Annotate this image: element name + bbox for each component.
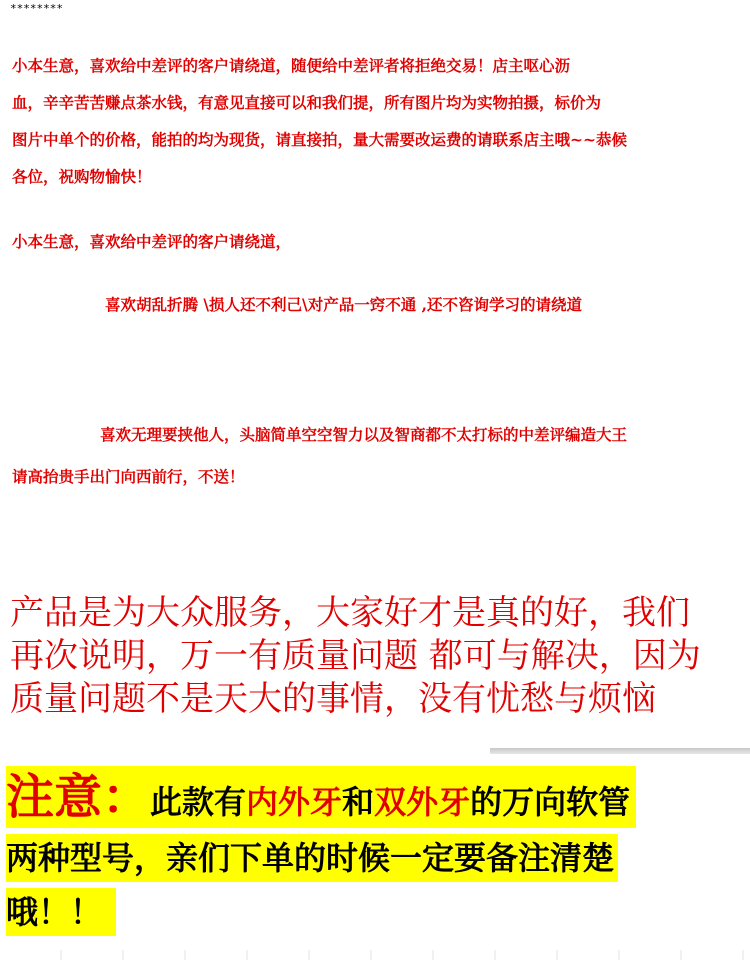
service-line-1: 产品是为大众服务，大家好才是真的好，我们: [10, 593, 690, 633]
notice-box-line-1: [6, 766, 636, 828]
thread-type-inner-outer: 内外牙: [246, 783, 343, 821]
warning-line-3: 喜欢无理要挟他人，头脑简单空空智力以及智商都不太打标的中差评编造大王: [100, 425, 628, 444]
notice-box-line-2: 两种型号，亲们下单的时候一定要备注清楚: [6, 834, 618, 882]
notice-line-2: 血，辛辛苦苦赚点茶水钱，有意见直接可以和我们提，所有图片均为实物拍摄，标价为: [12, 93, 602, 112]
thread-type-double-outer: 双外牙: [374, 783, 471, 821]
notice-text-b: 和: [342, 783, 375, 821]
service-line-3: 质量问题不是天大的事情，没有忧愁与烦恼: [10, 679, 656, 719]
header-stars: ********: [10, 2, 63, 15]
notice-text-a: 此款有: [150, 783, 247, 821]
warning-line-2: 喜欢胡乱折腾 \损人还不利己\对产品一窍不通 ,还不咨询学习的请绕道: [105, 295, 583, 314]
notice-line-4: 各位，祝购物愉快！: [12, 167, 152, 186]
service-line-2: 再次说明，万一有质量问题 都可与解决，因为: [10, 636, 701, 676]
notice-text-c: 的万向软管: [470, 783, 631, 821]
warning-line-4: 请高抬贵手出门向西前行，不送！: [12, 467, 245, 486]
divider-rule: [490, 748, 750, 754]
notice-line-1: 小本生意，喜欢给中差评的客户请绕道，随便给中差评者将拒绝交易！店主呕心沥: [12, 56, 571, 75]
notice-label: 注意：: [6, 769, 151, 825]
notice-box-line-3: 哦！！: [6, 888, 116, 936]
warning-line-1: 小本生意，喜欢给中差评的客户请绕道，: [12, 232, 292, 251]
notice-line-3: 图片中单个的价格，能拍的均为现货，请直接拍，量大需要改运费的请联系店主哦~~恭候: [12, 130, 627, 149]
bottom-cropped-strip: [0, 950, 750, 960]
